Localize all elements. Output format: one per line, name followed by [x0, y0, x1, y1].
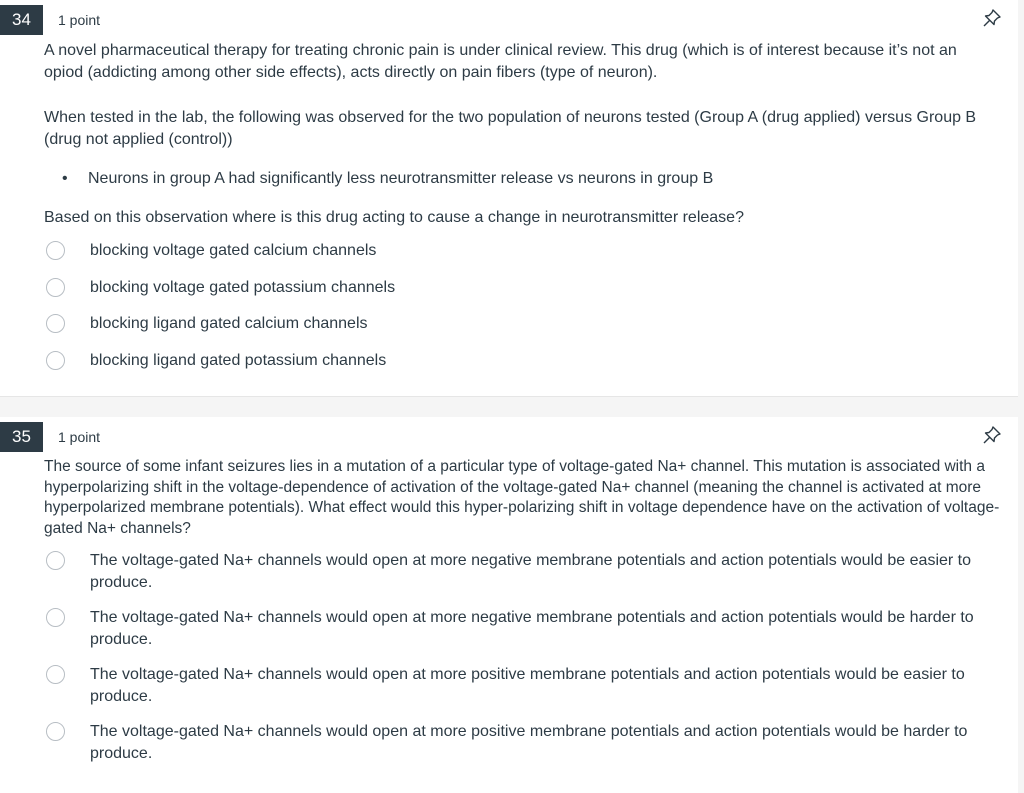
- answer-label[interactable]: The voltage-gated Na+ channels would open at more positive membrane potentials and action potentials would be harder to produce.: [90, 723, 968, 762]
- answer-option[interactable]: [44, 607, 984, 651]
- question-text: The source of some infant seizures lies in a mutation of a particular type of voltage-gated Na+ channel. This mutation is associated with a hyperpolarizing shift in the voltage-dependence of activation of the voltage-gated Na+ channel (meaning the channel is activated at more hyperpolarized membrane potentials). What effect would this hyper-polarizing shift in voltage dependence have on the activation of voltage-gated Na+ channels?: [44, 458, 1000, 537]
- radio-button[interactable]: [46, 722, 65, 741]
- answer-label[interactable]: The voltage-gated Na+ channels would open at more negative membrane potentials and action potentials would be easier to produce.: [90, 552, 972, 591]
- question-number: 34: [0, 5, 43, 35]
- answer-option[interactable]: [44, 313, 984, 335]
- answer-option[interactable]: [44, 240, 984, 262]
- answer-label[interactable]: blocking voltage gated potassium channels: [90, 279, 396, 296]
- radio-button[interactable]: [46, 551, 65, 570]
- pin-icon[interactable]: [981, 424, 1003, 446]
- answer-label[interactable]: The voltage-gated Na+ channels would open at more negative membrane potentials and action potentials would be harder to produce.: [90, 609, 974, 648]
- answer-option[interactable]: [44, 350, 984, 372]
- list-item: • Neurons in group A had significantly less neurotransmitter release vs neurons in group B: [62, 168, 962, 190]
- answer-option[interactable]: [44, 277, 984, 299]
- question-prompt: Based on this observation where is this drug acting to cause a change in neurotransmitter release?: [44, 209, 744, 226]
- radio-button[interactable]: [46, 314, 65, 333]
- question-34: [0, 0, 1018, 397]
- pin-icon[interactable]: [981, 7, 1003, 29]
- answer-option[interactable]: [44, 664, 984, 708]
- question-points: 1 point: [58, 12, 101, 28]
- answer-label[interactable]: The voltage-gated Na+ channels would open at more positive membrane potentials and action potentials would be easier to produce.: [90, 666, 965, 705]
- observation-list: [62, 168, 962, 190]
- radio-button[interactable]: [46, 608, 65, 627]
- radio-button[interactable]: [46, 351, 65, 370]
- radio-button[interactable]: [46, 665, 65, 684]
- answer-option[interactable]: [44, 550, 984, 594]
- question-35: [0, 417, 1018, 793]
- answer-label[interactable]: blocking voltage gated calcium channels: [90, 242, 377, 259]
- question-text: A novel pharmaceutical therapy for treating chronic pain is under clinical review. This drug (which is of interest because it’s not an opiod (addicting among other side effects), acts directly on pain fibers (type of neuron).: [44, 42, 957, 81]
- radio-button[interactable]: [46, 241, 65, 260]
- answer-option[interactable]: [44, 721, 984, 765]
- question-points: 1 point: [58, 429, 101, 445]
- question-number: 35: [0, 422, 43, 452]
- question-text: When tested in the lab, the following was observed for the two population of neurons tested (Group A (drug applied) versus Group B (drug not applied (control)): [44, 109, 977, 148]
- answer-label[interactable]: blocking ligand gated calcium channels: [90, 315, 368, 332]
- radio-button[interactable]: [46, 278, 65, 297]
- answer-label[interactable]: blocking ligand gated potassium channels: [90, 352, 387, 369]
